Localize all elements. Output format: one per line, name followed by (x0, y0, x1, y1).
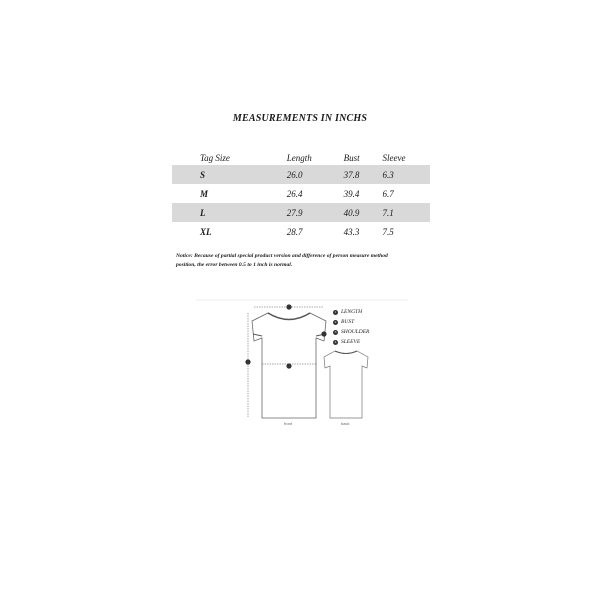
table-row (172, 203, 430, 222)
cell-length: 28.7 (286, 226, 303, 237)
size-chart-table (172, 150, 430, 241)
back-tshirt-illustration (324, 351, 368, 418)
cell-length: 27.9 (279, 203, 340, 222)
cell-bust: 37.8 (340, 165, 377, 184)
cell-sleeve: 7.1 (377, 203, 430, 222)
notice-line-2: position, the error between 0.5 to 1 inch is normal. (176, 262, 293, 268)
notice-text (176, 252, 436, 270)
legend-item-length (333, 307, 369, 317)
back-shirt-outline (324, 351, 368, 418)
table-header-row (172, 150, 430, 165)
header-tag-size: Tag Size (200, 152, 230, 163)
front-label: front (284, 421, 293, 426)
legend-number-badge: 4 (334, 340, 337, 344)
legend-number-badge: 1 (334, 310, 337, 314)
marker-bust (286, 363, 291, 368)
tshirt-measurement-diagram (196, 296, 408, 426)
legend-number-badge: 2 (334, 320, 337, 324)
legend-item-shoulder (333, 327, 369, 337)
cell-size: S (172, 165, 279, 184)
legend-label: SHOULDER (341, 329, 370, 335)
legend-item-sleeve (333, 337, 369, 347)
cell-size: M (200, 188, 209, 199)
cell-sleeve: 6.3 (377, 165, 430, 184)
cell-length: 26.4 (286, 188, 303, 199)
legend-number-badge: 3 (334, 330, 337, 334)
marker-shoulder (286, 304, 291, 309)
header-bust: Bust (343, 152, 360, 163)
cell-bust: 40.9 (340, 203, 377, 222)
cell-size: L (172, 203, 279, 222)
page-title: MEASUREMENTS IN INCHS (232, 113, 368, 124)
header-length: Length (286, 152, 312, 163)
marker-length (245, 359, 250, 364)
measurement-legend (333, 307, 369, 347)
back-label: back (341, 421, 350, 426)
table-row (172, 165, 430, 184)
legend-label: BUST (341, 319, 355, 325)
notice-line-1: Notice: Because of partial special product version and difference of person measure method (176, 253, 388, 259)
legend-label: LENGTH (341, 309, 363, 315)
marker-sleeve (321, 331, 326, 336)
cell-bust: 43.3 (343, 226, 360, 237)
cell-size: XL (200, 226, 212, 237)
legend-label: SLEEVE (341, 339, 361, 345)
table-row (172, 222, 430, 241)
cell-sleeve: 6.7 (382, 188, 394, 199)
cell-length: 26.0 (279, 165, 340, 184)
cell-sleeve: 7.5 (382, 226, 394, 237)
header-sleeve: Sleeve (382, 152, 406, 163)
table-row (172, 184, 430, 203)
cell-bust: 39.4 (343, 188, 360, 199)
legend-item-bust (333, 317, 369, 327)
